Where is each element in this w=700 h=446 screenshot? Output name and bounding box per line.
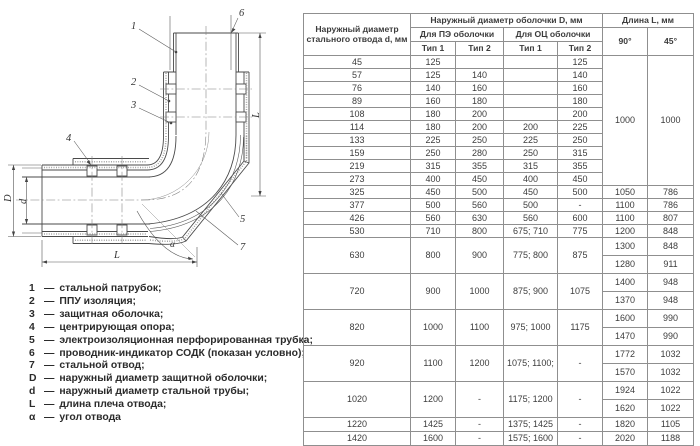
callout-6-label: 6: [239, 8, 245, 19]
cell: 1032: [648, 346, 694, 364]
cell-d: 630: [304, 238, 411, 274]
dimensions-table: [303, 13, 694, 446]
cell: 250: [411, 147, 456, 160]
legend-item: 3 — защитная оболочка;: [29, 308, 164, 320]
cell-d: 114: [304, 121, 411, 134]
cell: 400: [504, 173, 558, 186]
cell: 1772: [603, 346, 648, 364]
header-90: 90°: [603, 28, 648, 56]
cell: 280: [456, 147, 504, 160]
cell: 1370: [603, 292, 648, 310]
cell: 1022: [648, 382, 694, 400]
cell: 140: [558, 69, 603, 82]
table-row: [304, 238, 694, 256]
cell: 500: [504, 199, 558, 212]
table-row: [304, 225, 694, 238]
cell: -: [558, 346, 603, 382]
cell: 630: [456, 212, 504, 225]
cell: 1300: [603, 238, 648, 256]
cell-d: 920: [304, 346, 411, 382]
legend-item: d — наружный диаметр стальной трубы;: [29, 386, 250, 398]
cell-d: 133: [304, 134, 411, 147]
cell: 200: [456, 108, 504, 121]
cell: 400: [411, 173, 456, 186]
cell: 1600: [411, 432, 456, 446]
cell-d: 159: [304, 147, 411, 160]
cell: 1000: [411, 310, 456, 346]
cell-d: 57: [304, 69, 411, 82]
cell: -: [456, 432, 504, 446]
cell: 1022: [648, 400, 694, 418]
cell: 1200: [603, 225, 648, 238]
cell: 180: [558, 95, 603, 108]
cell: 1000: [456, 274, 504, 310]
cell-d: 377: [304, 199, 411, 212]
cell: [504, 95, 558, 108]
cell: -: [558, 418, 603, 432]
cell: 990: [648, 328, 694, 346]
cell-d: 89: [304, 95, 411, 108]
cell: 1575; 1600: [504, 432, 558, 446]
cell: 160: [558, 82, 603, 95]
cell: 1075: [558, 274, 603, 310]
table-row: [304, 310, 694, 328]
legend-item: 4 — центрирующая опора;: [29, 321, 175, 333]
table-row: [304, 432, 694, 446]
cell: 1188: [648, 432, 694, 446]
cell: 800: [456, 225, 504, 238]
cell-d: 426: [304, 212, 411, 225]
callout-1-label: 1: [131, 21, 137, 32]
cell: 125: [411, 56, 456, 69]
cell: 225: [411, 134, 456, 147]
cell: 140: [456, 69, 504, 82]
cell: 1000: [603, 56, 648, 186]
table-row: [304, 56, 694, 69]
legend-item: 6 — проводник-индикатор СОДК (показан условно);: [29, 347, 305, 359]
header-45: 45°: [648, 28, 694, 56]
cell: 775; 800: [504, 238, 558, 274]
cell: 975; 1000: [504, 310, 558, 346]
cell: 875; 900: [504, 274, 558, 310]
table-row: [304, 382, 694, 400]
cell: 450: [558, 173, 603, 186]
cell: [504, 82, 558, 95]
cell: 1620: [603, 400, 648, 418]
table-row: [304, 212, 694, 225]
callout-3-label: 3: [131, 100, 137, 111]
cell: 125: [558, 56, 603, 69]
legend-item: 7 — стальной отвод;: [29, 360, 145, 372]
cell-d: 820: [304, 310, 411, 346]
cell: 1000: [648, 56, 694, 186]
cell: 180: [411, 108, 456, 121]
cell: 500: [411, 199, 456, 212]
cell: 200: [456, 121, 504, 134]
callout-7-label: 7: [240, 242, 246, 253]
cell: 786: [648, 186, 694, 199]
cell: 848: [648, 238, 694, 256]
cell: 1100: [603, 212, 648, 225]
cell: 1570: [603, 364, 648, 382]
cell: 560: [411, 212, 456, 225]
callout-5-label: 5: [240, 214, 246, 225]
cell: 786: [648, 199, 694, 212]
cell: [504, 108, 558, 121]
table-row: [304, 346, 694, 364]
cell-d: 530: [304, 225, 411, 238]
cell: 1032: [648, 364, 694, 382]
dim-d-label: d: [18, 198, 29, 204]
header-d: Наружный диаметр стального отвода d, мм: [304, 14, 411, 56]
cell: 600: [558, 212, 603, 225]
cell: 710: [411, 225, 456, 238]
cell: 560: [504, 212, 558, 225]
cell: 1100: [411, 346, 456, 382]
cell: 355: [456, 160, 504, 173]
table-row: [304, 274, 694, 292]
cell: 560: [456, 199, 504, 212]
cell: 1280: [603, 256, 648, 274]
header-oc: Для ОЦ оболочки: [504, 28, 603, 42]
cell-d: 1420: [304, 432, 411, 446]
legend-item: α — угол отвода: [29, 412, 121, 424]
cell: 1075; 1100;: [504, 346, 558, 382]
cell-d: 108: [304, 108, 411, 121]
cell: -: [558, 199, 603, 212]
cell: 200: [558, 108, 603, 121]
cell: 2020: [603, 432, 648, 446]
cell: 1050: [603, 186, 648, 199]
header-shell-D: Наружный диаметр оболочки D, мм: [411, 14, 603, 28]
cell: 1100: [456, 310, 504, 346]
cell: 848: [648, 225, 694, 238]
cell: 911: [648, 256, 694, 274]
cell: 160: [456, 82, 504, 95]
header-length-L: Длина L, мм: [603, 14, 694, 28]
cell: 500: [456, 186, 504, 199]
cell: 250: [456, 134, 504, 147]
cell-d: 1020: [304, 382, 411, 418]
dim-alpha-label: α: [170, 240, 175, 250]
cell: 948: [648, 274, 694, 292]
legend-item: 1 — стальной патрубок;: [29, 283, 162, 294]
header-row-1: [304, 14, 694, 28]
cell: 1175; 1200: [504, 382, 558, 418]
header-pe-type1: Тип 1: [411, 42, 456, 56]
table-row: [304, 199, 694, 212]
elbow-drawing: [0, 0, 305, 278]
cell: -: [558, 432, 603, 446]
cell: 1175: [558, 310, 603, 346]
cell: 900: [411, 274, 456, 310]
cell: 355: [558, 160, 603, 173]
cell: 948: [648, 292, 694, 310]
header-pe: Для ПЭ оболочки: [411, 28, 504, 42]
cell: 180: [411, 121, 456, 134]
cell-d: 720: [304, 274, 411, 310]
cell: 675; 710: [504, 225, 558, 238]
cell: 315: [411, 160, 456, 173]
cell: 160: [411, 95, 456, 108]
header-oc-type2: Тип 2: [558, 42, 603, 56]
cell: 125: [411, 69, 456, 82]
cell: 250: [558, 134, 603, 147]
legend-item: L — длина плеча отвода;: [29, 399, 167, 411]
cell-d: 325: [304, 186, 411, 199]
cell: 990: [648, 310, 694, 328]
cell: -: [558, 382, 603, 418]
cell: 807: [648, 212, 694, 225]
dim-L-bottom-label: L: [114, 250, 120, 261]
cell: [456, 56, 504, 69]
cell: 200: [504, 121, 558, 134]
cell: 1924: [603, 382, 648, 400]
cell: 450: [504, 186, 558, 199]
cell: 1200: [411, 382, 456, 418]
cell: [504, 69, 558, 82]
cell: 900: [456, 238, 504, 274]
cell: 875: [558, 238, 603, 274]
cell-d: 45: [304, 56, 411, 69]
cell: 1400: [603, 274, 648, 292]
cell: 450: [456, 173, 504, 186]
cell: 315: [504, 160, 558, 173]
legend-item: 2 — ППУ изоляция;: [29, 295, 137, 307]
cell: 315: [558, 147, 603, 160]
dimensions-table-wrap: [303, 13, 694, 446]
cell: 1470: [603, 328, 648, 346]
header-oc-type1: Тип 1: [504, 42, 558, 56]
legend-item: 5 — электроизоляционная перфорированная трубка;: [29, 334, 313, 346]
cell: -: [456, 382, 504, 418]
cell: 1375; 1425: [504, 418, 558, 432]
cell-d: 219: [304, 160, 411, 173]
cell: 1105: [648, 418, 694, 432]
cell: 1200: [456, 346, 504, 382]
cell: 225: [504, 134, 558, 147]
cell: -: [456, 418, 504, 432]
legend: [29, 283, 313, 425]
cell-d: 273: [304, 173, 411, 186]
cell: 1600: [603, 310, 648, 328]
cell: 800: [411, 238, 456, 274]
cell: 1100: [603, 199, 648, 212]
cell: 1820: [603, 418, 648, 432]
cell: 450: [411, 186, 456, 199]
cell: 1425: [411, 418, 456, 432]
cell: 250: [504, 147, 558, 160]
cell: 140: [411, 82, 456, 95]
cell: 775: [558, 225, 603, 238]
legend-item: D — наружный диаметр защитной оболочки;: [29, 373, 268, 385]
cell: 180: [456, 95, 504, 108]
dim-L-right-label: L: [251, 112, 262, 118]
table-row: [304, 186, 694, 199]
cell-d: 76: [304, 82, 411, 95]
cell: [504, 56, 558, 69]
header-pe-type2: Тип 2: [456, 42, 504, 56]
callout-2-label: 2: [131, 77, 137, 88]
cell: 500: [558, 186, 603, 199]
cell-d: 1220: [304, 418, 411, 432]
cell: 225: [558, 121, 603, 134]
callout-4-label: 4: [66, 133, 72, 144]
table-row: [304, 418, 694, 432]
table-body: [304, 56, 694, 446]
dim-D-label: D: [3, 194, 14, 202]
